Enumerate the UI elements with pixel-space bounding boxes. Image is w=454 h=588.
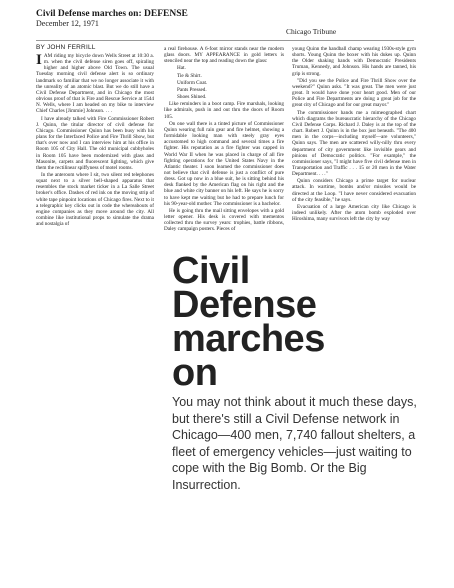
headline-line: Defense: [172, 284, 317, 326]
article-paragraph: "Did you see the Police and Fire Thrill Show over the weekend?" Quinn asks. "It was great. The men were just great. It would have done your heart good. Men of our Police and Fire Departments are doing a great job for the great city of Chicago and for our great mayor.": [292, 77, 416, 109]
headline-line: on: [172, 352, 218, 394]
mirror-list-item: Tie & Shirt.: [177, 72, 202, 79]
mirror-list-item: Hat.: [177, 65, 186, 72]
article-paragraph: Like reminders in a boot camp. Fire marshals, looking like admirals, push in and out thru the doors of Room 105.: [164, 101, 284, 120]
lead-text: AM riding my bicycle down Wells Street at 10:30 a. m. when the civil defense siren goes off, spiraling higher and higher above Old Town. The usual Tuesday morning civil defense alert is so ordinary landmark so familiar that we no longer associate it with the unreality of an atomic blast. But we do still have a Civil Defense Department, and in Chicago the most obvious proof of that is Fire and Rescue Service at 1544 N. Wells, where I am headed on my bike to interview Chief Charles [Jimmie] Johnson. . . .: [36, 53, 154, 115]
publication-name: Chicago Tribune: [286, 27, 337, 36]
clipping-date: December 12, 1971: [36, 19, 99, 28]
byline: BY JOHN FERRILL: [36, 44, 96, 51]
headline: [172, 250, 422, 394]
article-paragraph: Evacuation of a large American city like Chicago is indeed unlikely. After the atom bomb exploded over Hiroshima, many survivors left the city by way: [292, 203, 416, 223]
article-column-3: [292, 46, 416, 254]
mirror-list-item: Uniform Coat.: [177, 79, 208, 86]
headline-line: Civil: [172, 250, 250, 292]
article-paragraph: The commissioner hands me a mimeographed chart which diagrams the bureaucratic hierarchy of the Chicago Civil Defense Corps. Richard J. Daley is at the top of the chart. Robert J. Quinn is in the box just beneath. "The 400 men in the corps—including myself—are volunteers," Quinn says. The men are scattered willy-nilly thru every department of city government like invisible gears and pinions of Democratic politics. "For example," the commissioner says, "I might have five civil defense men in Transportation and Traffic . . . 15 or 20 men in the Water Department. . . .": [292, 109, 416, 178]
article-paragraph: a real firehouse. A 6-foot mirror stands near the modern glass doors. MY APPEARANCE in gold letters is stenciled near the top and reading down the glass:: [164, 46, 284, 65]
lead-paragraph: [36, 53, 154, 115]
mirror-list-item: Pants Pressed.: [177, 86, 207, 93]
deck-subheadline: You may not think about it much these days, but there's still a Civil Defense network in Chicago—400 men, 7,740 fallout shelters, a fleet of emergency vehicles—just waiting to cope with the Big Bomb. Or the Big Insurrection.: [172, 395, 417, 492]
article-paragraph: He is going thru the mail sitting envelopes with a gold letter opener. His desk is covered with mementos collected thru the survey years: trophies, battle ribbons, Daley campaign posters. Pieces of: [164, 207, 284, 233]
article-column-2: [164, 46, 284, 254]
article-column-1: [36, 53, 154, 249]
article-paragraph: Quinn considers Chicago a prime target for nuclear attack. In wartime, bombs and/or missiles would be directed at the Loop. "I have never considered evacuation of the city feasible," he says.: [292, 178, 416, 203]
article-paragraph: In the anteroom where I sit, two silent red telephones squat next to a silver bell-shaped apparatus that resembles the stock market ticker in a La Salle Street broker's office. Dashes of red ink on the moving strip of white tape pinpoint locations of Chicago fires. Next to it a telegraphic key clicks out in code the whereabouts of engine companies as they move around the city. All combine like institutional props to simulate the drama and nostalgia of: [36, 171, 154, 228]
article-paragraph: On one wall there is a tinted picture of Commissioner Quinn wearing full rain gear and fire helmet, showing a formidable looking man with steely gray eyes accustomed to high command and several times a fire fighter. His reputation as a fire fighter was capped in World War II when he was placed in charge of all fire fighting operations for the United States Navy in the Atlantic theater. I soon learned the commissioner does not believe that civil defense is just a conflict of pure dress. Got up now in a blue suit, he is sitting behind his desk flanked by the American flag on his right and the blue and white city banner on his left. He says he is sorry to have kept me waiting but he had to prepare lunch for his 90-year-old mother. The commissioner is a bachelor.: [164, 120, 284, 207]
headline-line: marches: [172, 318, 325, 360]
header-rule: [36, 40, 414, 41]
article-paragraph: young Quinn the handball champ wearing 1930s-style gym shorts. Young Quinn the boxer with his dukes up. Quinn the Older shaking hands with Democratic Presidents Truman, Kennedy, and Johnson. His hands are tanned, his grip is strong.: [292, 46, 416, 77]
mirror-list-item: Shoes Shined.: [177, 94, 207, 101]
clipping-title: Civil Defense marches on: DEFENSE: [36, 9, 188, 19]
drop-cap: I: [36, 53, 42, 68]
article-paragraph: I have already talked with Fire Commissioner Robert J. Quinn, the titular director of civil defense for Chicago. Commissioner Quinn has been busy with his plans for the Interfaced Police and Fire Thrill Show, but that's over now and I can interview him at his office in Room 105 of City Hall. The old municipal cubbyholes in Room 105 have been modernized with glass and Masonite, carpets and fluorescent lighting, which give them the rectilinear spiffyness of motel rooms.: [36, 115, 154, 171]
